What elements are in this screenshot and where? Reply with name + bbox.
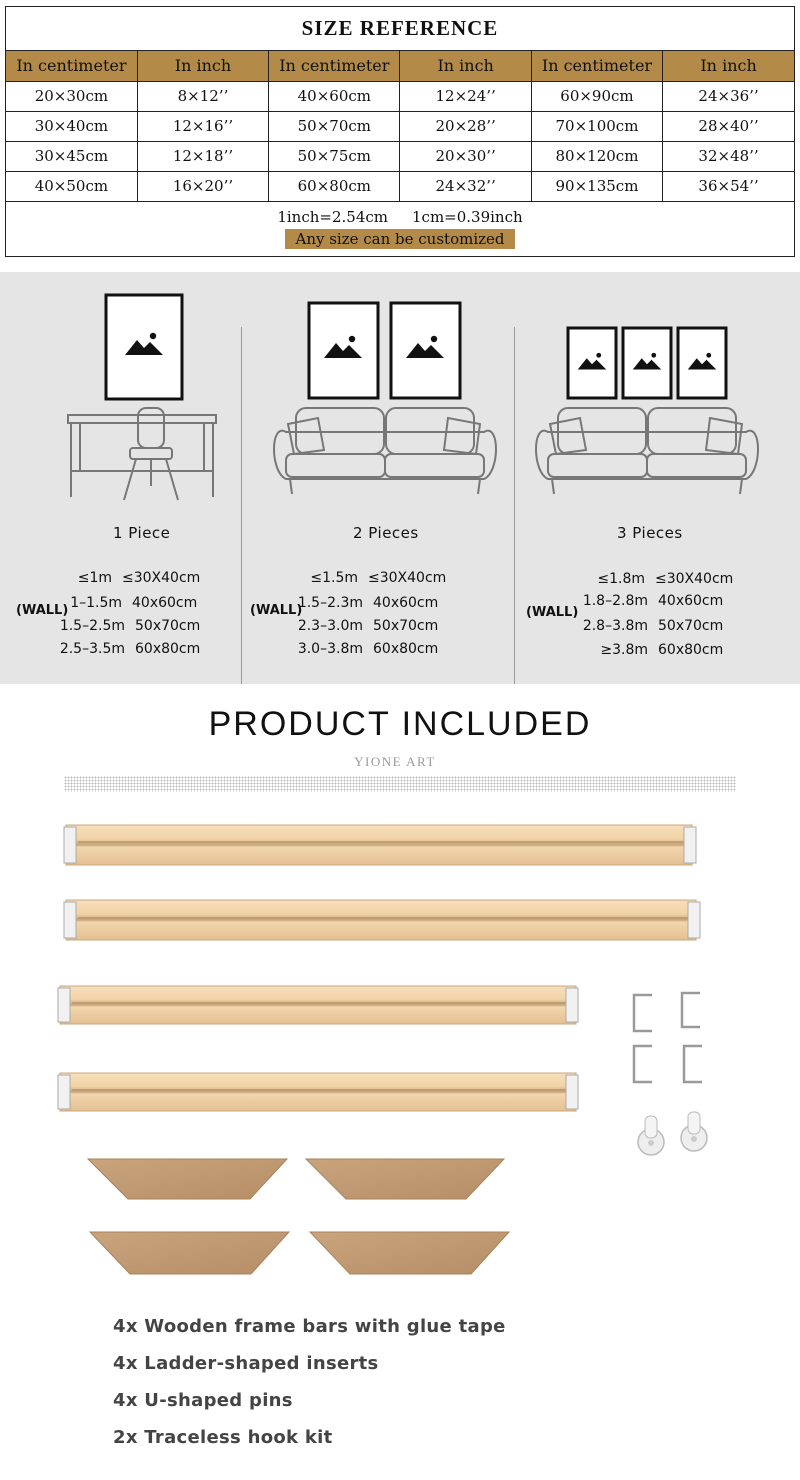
dotted-divider: [64, 776, 736, 792]
wooden-frame-bar: [58, 1073, 578, 1111]
size-reference-table: [5, 6, 795, 257]
guide-row: [278, 641, 473, 657]
header-inch: In inch: [137, 51, 268, 81]
ladder-shaped-insert: [88, 1159, 509, 1274]
list-item: 4x Ladder-shaped inserts: [113, 1353, 379, 1374]
size-cell: 60×80cm: [269, 171, 400, 201]
u-shaped-pin: [634, 993, 702, 1082]
size-cell: 80×120cm: [531, 141, 662, 171]
canvas-size: 50x70cm: [658, 618, 724, 634]
guide-row: [27, 570, 222, 586]
desk-chair-icon: [68, 408, 216, 500]
size-cell: 30×45cm: [6, 141, 137, 171]
inch-conversion: 1inch=2.54cm: [277, 208, 388, 226]
wall-width: ≤1.5m: [310, 570, 358, 586]
canvas-size: 50x70cm: [373, 618, 439, 634]
header-cm: In centimeter: [531, 51, 662, 81]
column-divider: [514, 327, 515, 684]
list-item: 4x Wooden frame bars with glue tape: [113, 1316, 506, 1337]
size-cell: 20×30cm: [6, 81, 137, 111]
guide-row: [273, 570, 468, 586]
size-cell: 70×100cm: [531, 111, 662, 141]
size-cell: 40×50cm: [6, 171, 137, 201]
wall-label: (WALL): [250, 603, 303, 618]
guide-row: [278, 618, 473, 634]
table-row: [6, 81, 794, 111]
wall-width: ≤1.8m: [597, 571, 645, 587]
size-cell: 12×16’’: [137, 111, 268, 141]
guide-row: [560, 571, 755, 587]
sofa-icon: [536, 408, 758, 494]
table-row: [6, 111, 794, 141]
piece-label-3: 3 Pieces: [617, 524, 683, 542]
canvas-size: 40x60cm: [658, 593, 724, 609]
size-cell: 20×30’’: [400, 141, 531, 171]
three-frames-icon: [568, 328, 726, 398]
size-cell: 50×75cm: [269, 141, 400, 171]
size-cell: 20×28’’: [400, 111, 531, 141]
custom-size-note: Any size can be customized: [285, 229, 514, 249]
size-cell: 60×90cm: [531, 81, 662, 111]
column-divider: [241, 327, 242, 684]
wall-width: 1–1.5m: [70, 595, 122, 611]
size-cell: 36×54’’: [663, 171, 794, 201]
wall-width: ≥3.8m: [600, 642, 648, 658]
wall-label: (WALL): [16, 603, 69, 618]
size-cell: 12×24’’: [400, 81, 531, 111]
sofa-icon: [274, 408, 496, 494]
header-cm: In centimeter: [6, 51, 137, 81]
size-cell: 50×70cm: [269, 111, 400, 141]
two-frames-icon: [309, 303, 460, 398]
size-cell: 24×32’’: [400, 171, 531, 201]
size-table: [6, 51, 794, 202]
size-cell: 8×12’’: [137, 81, 268, 111]
header-inch: In inch: [663, 51, 794, 81]
canvas-size: ≤30X40cm: [122, 570, 201, 586]
brand-name: YIONE ART: [354, 754, 436, 769]
header-cm: In centimeter: [269, 51, 400, 81]
size-cell: 12×18’’: [137, 141, 268, 171]
single-frame-icon: [106, 295, 182, 399]
size-cell: 40×60cm: [269, 81, 400, 111]
included-items-list: [113, 1308, 506, 1456]
size-reference-title: SIZE REFERENCE: [6, 7, 794, 51]
wall-width: 2.5–3.5m: [59, 641, 125, 657]
size-cell: 90×135cm: [531, 171, 662, 201]
list-item: 2x Traceless hook kit: [113, 1427, 333, 1448]
guide-row: [563, 618, 758, 634]
list-item: 4x U-shaped pins: [113, 1390, 293, 1411]
wall-width: 1.8–2.8m: [582, 593, 648, 609]
cm-conversion: 1cm=0.39inch: [412, 208, 523, 226]
piece-label-2: 2 Pieces: [353, 524, 419, 542]
guide-row: [40, 618, 235, 634]
piece-label-1: 1 Piece: [113, 524, 171, 542]
header-inch: In inch: [400, 51, 531, 81]
traceless-hook: [638, 1116, 664, 1155]
wall-width: 1.5–2.5m: [59, 618, 125, 634]
canvas-size: 40x60cm: [132, 595, 198, 611]
size-cell: 24×36’’: [663, 81, 794, 111]
size-cell: 32×48’’: [663, 141, 794, 171]
wall-width: 1.5–2.3m: [297, 595, 363, 611]
canvas-size: 60x80cm: [658, 642, 724, 658]
conversion-note: [277, 208, 522, 226]
size-table-header-row: [6, 51, 794, 81]
canvas-size: 40x60cm: [373, 595, 439, 611]
table-row: [6, 141, 794, 171]
guide-row: [563, 593, 758, 609]
guide-row: [37, 595, 232, 611]
table-row: [6, 171, 794, 201]
size-reference-footer: [6, 202, 794, 256]
wall-width: 2.8–3.8m: [582, 618, 648, 634]
size-cell: 28×40’’: [663, 111, 794, 141]
wall-width: 3.0–3.8m: [297, 641, 363, 657]
room-illustrations: [0, 272, 800, 522]
wall-label: (WALL): [526, 605, 579, 620]
guide-row: [278, 595, 473, 611]
wall-width: ≤1m: [77, 570, 112, 586]
guide-row: [563, 642, 758, 658]
canvas-size: ≤30X40cm: [655, 571, 734, 587]
wooden-frame-bar: [64, 825, 696, 865]
traceless-hook: [681, 1112, 707, 1151]
wall-width: 2.3–3.0m: [297, 618, 363, 634]
wooden-frame-bar: [64, 900, 700, 940]
canvas-size: 60x80cm: [135, 641, 201, 657]
canvas-size: 60x80cm: [373, 641, 439, 657]
guide-row: [40, 641, 235, 657]
product-included-title: PRODUCT INCLUDED: [208, 705, 592, 743]
canvas-size: ≤30X40cm: [368, 570, 447, 586]
wooden-frame-bar: [58, 986, 578, 1024]
wall-size-guide: [0, 272, 800, 684]
size-cell: 16×20’’: [137, 171, 268, 201]
size-cell: 30×40cm: [6, 111, 137, 141]
canvas-size: 50x70cm: [135, 618, 201, 634]
